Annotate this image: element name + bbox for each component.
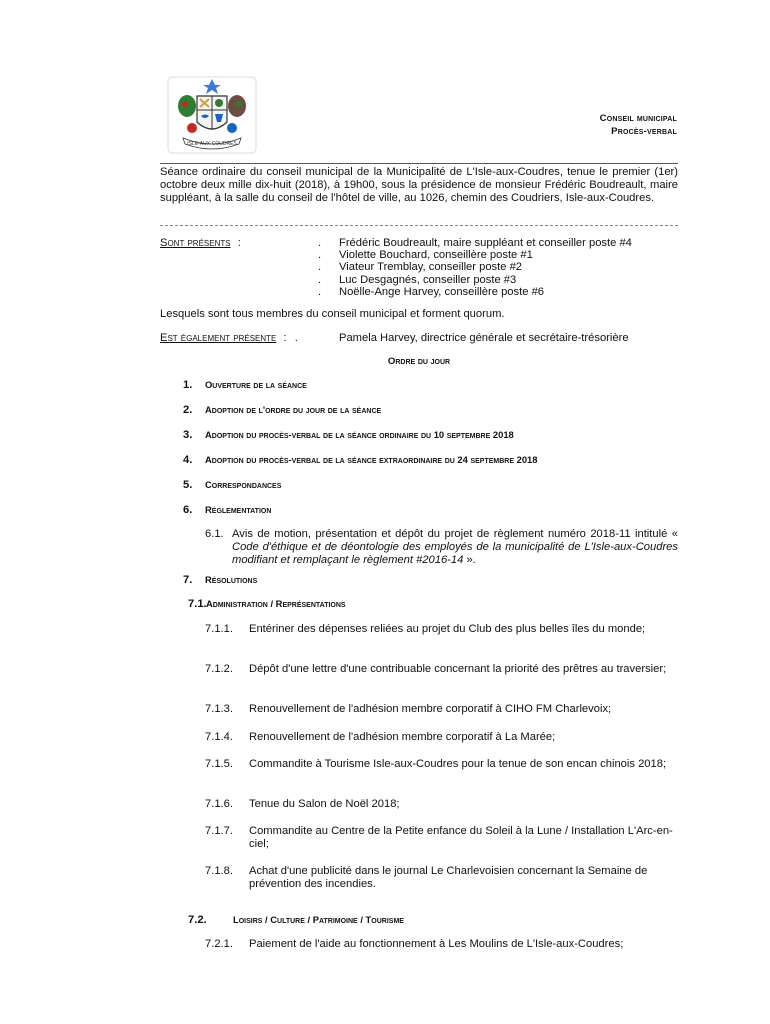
agenda-subsection: 7.2. Loisirs / Culture / Patrimoine / Tourisme	[188, 914, 404, 926]
agenda-item: Renouvellement de l'adhésion membre corporatif à La Marée;	[249, 731, 556, 743]
member-item: . Viateur Tremblay, conseiller poste #2	[318, 261, 523, 274]
agenda-section: 7. Résolutions	[183, 574, 258, 586]
agenda-item: Entériner des dépenses reliées au projet du Club des plus belles îles du monde;	[249, 623, 646, 635]
also-present-label: Est également présente	[160, 332, 277, 344]
meeting-intro-paragraph: Séance ordinaire du conseil municipal de la Municipalité de L'Isle-aux-Coudres, tenue le premier (1er) octobre deux mille dix-huit (2018), à 19h00, sous la présidence de monsieur Frédéric Boudreault, maire suppléant, à la salle du conseil de l'hôtel de ville, au 1026, chemin des Coudriers, Isle-aux-Coudres.	[160, 166, 678, 204]
agenda-item: Commandite à Tourisme Isle-aux-Coudres pour la tenue de son encan chinois 2018;	[249, 758, 667, 770]
agenda-section: 4. Adoption du procès-verbal de la séance extraordinaire du 24 septembre 2018	[183, 454, 538, 466]
item-number: 7.1.6.	[205, 798, 233, 810]
member-item: . Frédéric Boudreault, maire suppléant et conseiller poste #4	[318, 237, 632, 249]
agenda-section: 2. Adoption de l'ordre du jour de la séance	[183, 404, 382, 416]
header-title: Conseil municipal	[599, 113, 677, 124]
item-number: 7.1.8.	[205, 865, 233, 877]
member-item: . Luc Desgagnés, conseiller poste #3	[318, 273, 517, 286]
agenda-item: Dépôt d'une lettre d'une contribuable concernant la priorité des prêtres au traversier;	[249, 663, 667, 675]
agenda-item: Achat d'une publicité dans le journal Le Charlevoisien concernant la Semaine de prévention des incendies.	[249, 865, 648, 890]
member-item: . Violette Bouchard, conseillère poste #1	[318, 249, 533, 262]
member-item: . Noëlle-Ange Harvey, conseillère poste #6	[318, 285, 545, 298]
also-present-value: Pamela Harvey, directrice générale et secrétaire-trésorière	[339, 332, 629, 344]
item-number: 7.1.5.	[205, 758, 233, 770]
members-list	[318, 237, 688, 298]
agenda-section: 3. Adoption du procès-verbal de la séance ordinaire du 10 septembre 2018	[183, 429, 514, 441]
item-number: 7.1.7.	[205, 825, 233, 837]
municipal-coat-of-arms-logo	[167, 76, 257, 154]
quorum-statement: Lesquels sont tous membres du conseil municipal et forment quorum.	[160, 308, 505, 320]
agenda-item: Tenue du Salon de Noël 2018;	[249, 798, 400, 810]
item-number: 6.1.	[205, 528, 224, 540]
bylaw-notice-item: Avis de motion, présentation et dépôt du projet de règlement numéro 2018-11 intitulé « Code d'éthique et de déontologie des employés de la municipalité de L'Isle-aux-Coudres modifiant et remplaçant le règlement #2016-14 ».	[232, 528, 678, 566]
agenda-section: 1. Ouverture de la séance	[183, 379, 307, 391]
agenda-item: Renouvellement de l'adhésion membre corporatif à CIHO FM Charlevoix;	[249, 703, 612, 715]
presents-label-row	[160, 237, 241, 249]
agenda-subsection: 7.1.Administration / Représentations	[188, 598, 346, 610]
header-subtitle: Procès-verbal	[611, 126, 677, 137]
also-present-row: Est également présente : . Pamela Harvey, directrice générale et secrétaire-trésorière	[160, 332, 629, 344]
agenda-title: Ordre du jour	[387, 356, 451, 367]
item-number: 7.1.4.	[205, 731, 233, 743]
top-divider	[160, 163, 678, 164]
item-number: 7.1.2.	[205, 663, 233, 675]
presents-colon: :	[237, 237, 241, 249]
agenda-section: 6. Réglementation	[183, 504, 272, 516]
item-number: 7.1.3.	[205, 703, 233, 715]
agenda-item: Paiement de l'aide au fonctionnement à Les Moulins de L'Isle-aux-Coudres;	[249, 938, 624, 950]
item-number: 7.2.1.	[205, 938, 233, 950]
agenda-item: Commandite au Centre de la Petite enfance du Soleil à la Lune / Installation L'Arc-en-ciel;	[249, 825, 673, 850]
item-number: 7.1.1.	[205, 623, 233, 635]
bottom-divider	[160, 225, 678, 226]
svg-text:ISLE-AUX-COUDRES: ISLE-AUX-COUDRES	[187, 141, 237, 147]
agenda-section: 5. Correspondances	[183, 479, 282, 491]
presents-label: Sont présents	[160, 237, 231, 249]
